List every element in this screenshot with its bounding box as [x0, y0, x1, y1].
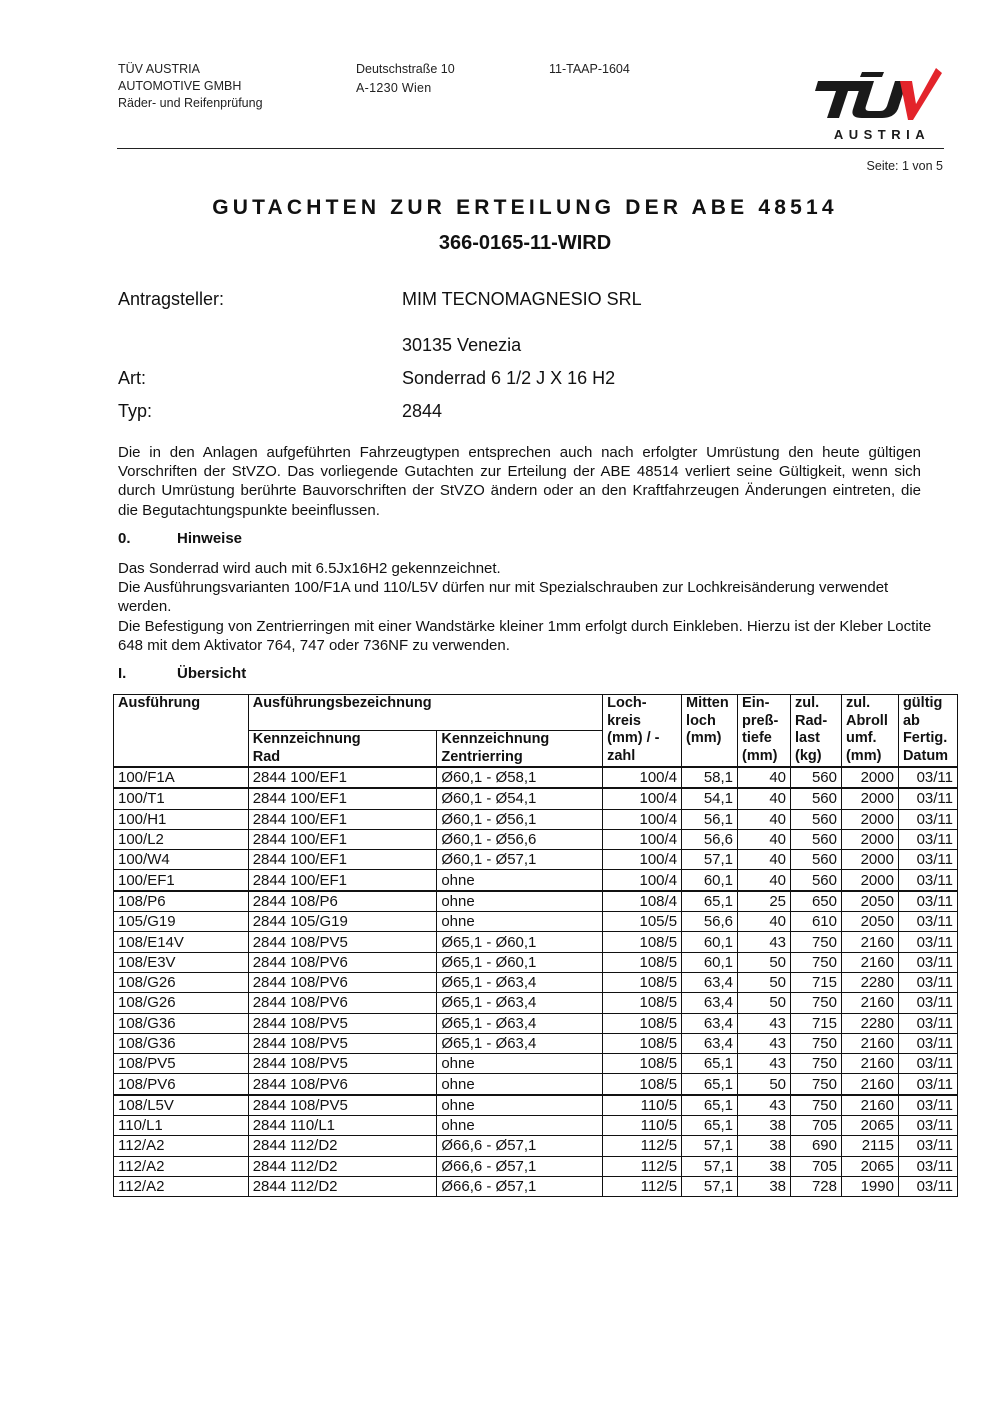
cell-lk: 100/4: [603, 767, 682, 788]
cell-lk: 108/5: [603, 1074, 682, 1095]
cell-rad: 2844 108/PV5: [248, 1013, 437, 1033]
section-number: 0.: [118, 530, 131, 547]
cell-ring: Ø66,6 - Ø57,1: [437, 1176, 603, 1196]
art-label: Art:: [118, 368, 147, 388]
cell-lk: 108/5: [603, 1013, 682, 1033]
cell-lk: 112/5: [603, 1156, 682, 1176]
cell-rad: 2844 110/L1: [248, 1116, 437, 1136]
cell-et: 38: [738, 1136, 791, 1156]
cell-umf: 2000: [841, 767, 898, 788]
cell-datum: 03/11: [898, 993, 957, 1013]
cell-umf: 2160: [841, 1054, 898, 1074]
cell-ausf: 108/PV5: [114, 1054, 249, 1074]
cell-et: 50: [738, 972, 791, 992]
cell-ausf: 108/G36: [114, 1013, 249, 1033]
cell-datum: 03/11: [898, 1176, 957, 1196]
cell-ring: Ø65,1 - Ø63,4: [437, 1013, 603, 1033]
cell-et: 40: [738, 809, 791, 829]
cell-umf: 2000: [841, 870, 898, 891]
cell-et: 40: [738, 850, 791, 870]
section-heading-uebersicht: [118, 665, 246, 682]
cell-last: 750: [791, 932, 842, 952]
cell-lk: 108/5: [603, 993, 682, 1013]
organization-block: [118, 61, 263, 112]
cell-ausf: 108/G36: [114, 1033, 249, 1053]
table-row: [114, 829, 958, 849]
cell-lk: 110/5: [603, 1116, 682, 1136]
cell-ml: 54,1: [682, 788, 738, 809]
cell-rad: 2844 100/EF1: [248, 829, 437, 849]
page-indicator: Seite: 1 von 5: [866, 159, 943, 173]
cell-ring: ohne: [437, 1054, 603, 1074]
table-row: [114, 1116, 958, 1136]
cell-ml: 60,1: [682, 952, 738, 972]
cell-lk: 100/4: [603, 870, 682, 891]
cell-ml: 65,1: [682, 1116, 738, 1136]
table-row: [114, 1176, 958, 1196]
cell-last: 750: [791, 952, 842, 972]
cell-ring: ohne: [437, 912, 603, 932]
cell-lk: 112/5: [603, 1136, 682, 1156]
cell-ml: 65,1: [682, 1074, 738, 1095]
address-block: [356, 61, 455, 97]
cell-rad: 2844 112/D2: [248, 1176, 437, 1196]
cell-datum: 03/11: [898, 972, 957, 992]
cell-ausf: 100/EF1: [114, 870, 249, 891]
cell-ring: ohne: [437, 1074, 603, 1095]
col-header-lochkreis: Loch- kreis (mm) / -zahl: [603, 695, 682, 768]
cell-et: 38: [738, 1156, 791, 1176]
applicant-value: MIM TECNOMAGNESIO SRL: [402, 289, 642, 309]
table-row: [114, 932, 958, 952]
cell-ausf: 105/G19: [114, 912, 249, 932]
cell-last: 705: [791, 1116, 842, 1136]
cell-datum: 03/11: [898, 870, 957, 891]
cell-last: 560: [791, 829, 842, 849]
cell-rad: 2844 108/PV6: [248, 972, 437, 992]
cell-last: 560: [791, 850, 842, 870]
cell-umf: 2000: [841, 788, 898, 809]
cell-rad: 2844 105/G19: [248, 912, 437, 932]
table-row: [114, 809, 958, 829]
cell-et: 43: [738, 1095, 791, 1116]
cell-last: 715: [791, 1013, 842, 1033]
cell-ring: Ø60,1 - Ø54,1: [437, 788, 603, 809]
cell-et: 40: [738, 767, 791, 788]
cell-et: 50: [738, 993, 791, 1013]
cell-umf: 2000: [841, 829, 898, 849]
note-paragraph: Das Sonderrad wird auch mit 6.5Jx16H2 gekennzeichnet.: [118, 560, 501, 577]
cell-ml: 56,6: [682, 912, 738, 932]
cell-et: 43: [738, 1033, 791, 1053]
col-header-radlast: zul. Rad- last (kg): [791, 695, 842, 768]
cell-ring: ohne: [437, 870, 603, 891]
cell-ring: Ø65,1 - Ø60,1: [437, 952, 603, 972]
cell-ausf: 100/H1: [114, 809, 249, 829]
section-number: I.: [118, 665, 127, 682]
cell-ausf: 108/G26: [114, 972, 249, 992]
cell-et: 40: [738, 829, 791, 849]
cell-umf: 2050: [841, 912, 898, 932]
cell-et: 43: [738, 932, 791, 952]
cell-ausf: 108/E14V: [114, 932, 249, 952]
cell-rad: 2844 100/EF1: [248, 850, 437, 870]
cell-lk: 108/5: [603, 952, 682, 972]
cell-ausf: 100/F1A: [114, 767, 249, 788]
cell-ausf: 100/L2: [114, 829, 249, 849]
applicant-city: 30135 Venezia: [402, 335, 522, 355]
cell-last: 560: [791, 767, 842, 788]
cell-ml: 58,1: [682, 767, 738, 788]
col-header-gueltig: gültig ab Fertig. Datum: [898, 695, 957, 768]
cell-umf: 2160: [841, 993, 898, 1013]
cell-rad: 2844 108/PV5: [248, 1054, 437, 1074]
address-line: Deutschstraße 10: [356, 62, 455, 76]
cell-et: 25: [738, 891, 791, 912]
cell-rad: 2844 100/EF1: [248, 767, 437, 788]
cell-last: 650: [791, 891, 842, 912]
cell-lk: 108/5: [603, 1033, 682, 1053]
cell-ml: 56,6: [682, 829, 738, 849]
cell-umf: 2115: [841, 1136, 898, 1156]
cell-ml: 63,4: [682, 1033, 738, 1053]
cell-ausf: 112/A2: [114, 1176, 249, 1196]
cell-ring: ohne: [437, 1116, 603, 1136]
cell-last: 610: [791, 912, 842, 932]
table-row: [114, 952, 958, 972]
cell-lk: 100/4: [603, 850, 682, 870]
cell-lk: 112/5: [603, 1176, 682, 1196]
cell-lk: 100/4: [603, 809, 682, 829]
cell-last: 560: [791, 809, 842, 829]
cell-rad: 2844 112/D2: [248, 1136, 437, 1156]
table-row: [114, 891, 958, 912]
cell-umf: 2050: [841, 891, 898, 912]
cell-rad: 2844 112/D2: [248, 1156, 437, 1176]
cell-last: 750: [791, 993, 842, 1013]
cell-last: 560: [791, 870, 842, 891]
cell-ml: 63,4: [682, 993, 738, 1013]
cell-datum: 03/11: [898, 850, 957, 870]
cell-rad: 2844 108/PV6: [248, 993, 437, 1013]
cell-ausf: 112/A2: [114, 1156, 249, 1176]
cell-datum: 03/11: [898, 1095, 957, 1116]
cell-umf: 2000: [841, 809, 898, 829]
applicant-label: Antragsteller:: [118, 289, 225, 309]
cell-datum: 03/11: [898, 1116, 957, 1136]
col-header-ausfuehrung: Ausführung: [114, 695, 249, 768]
cell-last: 750: [791, 1095, 842, 1116]
cell-datum: 03/11: [898, 788, 957, 809]
note-paragraph: Die Ausführungsvarianten 100/F1A und 110/L5V dürfen nur mit Spezialschrauben zur Lochkreisänderung verwendet werden.: [118, 579, 889, 616]
table-row: [114, 870, 958, 891]
cell-umf: 2065: [841, 1156, 898, 1176]
cell-rad: 2844 100/EF1: [248, 870, 437, 891]
cell-rad: 2844 108/PV6: [248, 1074, 437, 1095]
tuv-logo-icon: [812, 64, 947, 144]
cell-et: 43: [738, 1054, 791, 1074]
cell-ml: 56,1: [682, 809, 738, 829]
cell-datum: 03/11: [898, 1033, 957, 1053]
cell-ausf: 108/PV6: [114, 1074, 249, 1095]
cell-ml: 57,1: [682, 850, 738, 870]
cell-ring: Ø65,1 - Ø63,4: [437, 972, 603, 992]
cell-lk: 100/4: [603, 788, 682, 809]
cell-last: 715: [791, 972, 842, 992]
cell-ring: Ø60,1 - Ø58,1: [437, 767, 603, 788]
cell-umf: 2000: [841, 850, 898, 870]
cell-datum: 03/11: [898, 912, 957, 932]
cell-ring: Ø65,1 - Ø63,4: [437, 993, 603, 1013]
cell-ml: 65,1: [682, 1054, 738, 1074]
org-line: Räder- und Reifenprüfung: [118, 96, 263, 110]
section-title: Hinweise: [177, 530, 243, 547]
cell-last: 750: [791, 1054, 842, 1074]
cell-ausf: 100/T1: [114, 788, 249, 809]
cell-ring: ohne: [437, 1095, 603, 1116]
table-row: [114, 912, 958, 932]
cell-umf: 2160: [841, 1033, 898, 1053]
cell-ausf: 100/W4: [114, 850, 249, 870]
cell-rad: 2844 108/P6: [248, 891, 437, 912]
cell-ml: 57,1: [682, 1156, 738, 1176]
cell-umf: 2065: [841, 1116, 898, 1136]
overview-table: [113, 694, 958, 1197]
notes-block: [118, 559, 933, 655]
table-row: [114, 1136, 958, 1156]
table-body: [114, 767, 958, 1197]
reference-number: 11-TAAP-1604: [549, 62, 630, 76]
cell-last: 690: [791, 1136, 842, 1156]
address-line: A-1230 Wien: [356, 81, 432, 95]
cell-ring: Ø60,1 - Ø56,1: [437, 809, 603, 829]
cell-lk: 108/4: [603, 891, 682, 912]
cell-datum: 03/11: [898, 767, 957, 788]
cell-lk: 110/5: [603, 1095, 682, 1116]
cell-datum: 03/11: [898, 1013, 957, 1033]
col-header-einpresstiefe: Ein- preß- tiefe (mm): [738, 695, 791, 768]
table-row: [114, 1156, 958, 1176]
art-value: Sonderrad 6 1/2 J X 16 H2: [402, 368, 616, 388]
cell-ml: 65,1: [682, 891, 738, 912]
table-row: [114, 850, 958, 870]
cell-lk: 108/5: [603, 1054, 682, 1074]
svg-text:AUSTRIA: AUSTRIA: [833, 127, 931, 142]
cell-ring: ohne: [437, 891, 603, 912]
cell-last: 560: [791, 788, 842, 809]
table-row: [114, 767, 958, 788]
header-divider: [117, 148, 944, 149]
table-row: [114, 1095, 958, 1116]
cell-lk: 108/5: [603, 972, 682, 992]
cell-datum: 03/11: [898, 1054, 957, 1074]
cell-last: 728: [791, 1176, 842, 1196]
cell-ring: Ø60,1 - Ø57,1: [437, 850, 603, 870]
cell-umf: 1990: [841, 1176, 898, 1196]
cell-umf: 2280: [841, 1013, 898, 1033]
cell-umf: 2160: [841, 1095, 898, 1116]
document-title: GUTACHTEN ZUR ERTEILUNG DER ABE 48514: [212, 196, 838, 219]
cell-lk: 108/5: [603, 932, 682, 952]
cell-datum: 03/11: [898, 1136, 957, 1156]
cell-lk: 100/4: [603, 829, 682, 849]
cell-rad: 2844 108/PV5: [248, 932, 437, 952]
col-header-mittenloch: Mitten loch (mm): [682, 695, 738, 768]
cell-et: 40: [738, 870, 791, 891]
table-row: [114, 1013, 958, 1033]
cell-ml: 63,4: [682, 972, 738, 992]
cell-ml: 57,1: [682, 1176, 738, 1196]
cell-et: 50: [738, 1074, 791, 1095]
document-number: 366-0165-11-WIRD: [438, 232, 612, 254]
cell-ausf: 108/P6: [114, 891, 249, 912]
cell-rad: 2844 100/EF1: [248, 809, 437, 829]
cell-umf: 2280: [841, 972, 898, 992]
cell-et: 43: [738, 1013, 791, 1033]
table-row: [114, 972, 958, 992]
typ-label: Typ:: [118, 401, 153, 421]
org-line: TÜV AUSTRIA: [118, 62, 200, 76]
cell-umf: 2160: [841, 932, 898, 952]
section-heading-hinweise: [118, 530, 242, 547]
col-header-abrollumfang: zul. Abroll umf. (mm): [841, 695, 898, 768]
cell-datum: 03/11: [898, 809, 957, 829]
cell-lk: 105/5: [603, 912, 682, 932]
cell-ring: Ø66,6 - Ø57,1: [437, 1136, 603, 1156]
cell-et: 50: [738, 952, 791, 972]
cell-et: 40: [738, 912, 791, 932]
cell-ml: 57,1: [682, 1136, 738, 1156]
cell-rad: 2844 108/PV5: [248, 1095, 437, 1116]
cell-et: 40: [738, 788, 791, 809]
cell-ml: 63,4: [682, 1013, 738, 1033]
cell-ml: 60,1: [682, 870, 738, 891]
cell-datum: 03/11: [898, 1156, 957, 1176]
cell-ml: 65,1: [682, 1095, 738, 1116]
intro-paragraph: Die in den Anlagen aufgeführten Fahrzeugtypen entsprechen auch nach erfolgter Umrüstung den heute gültigen Vorschriften der StVZO. Das vorliegende Gutachten zur Erteilung der ABE 48514 verliert seine Gültigkeit, wenn sich durch Umrüstung berührte Bauvorschriften der StVZO ändern oder an den Kraftfahrzeugen Änderungen eintreten, die die Begutachtungspunkte beeinflussen.: [118, 444, 921, 519]
cell-rad: 2844 108/PV6: [248, 952, 437, 972]
col-header-kennz-zentrierring: Kennzeichnung Zentrierring: [437, 731, 603, 768]
cell-ml: 60,1: [682, 932, 738, 952]
cell-umf: 2160: [841, 952, 898, 972]
cell-ring: Ø65,1 - Ø63,4: [437, 1033, 603, 1053]
table-row: [114, 1033, 958, 1053]
cell-ring: Ø66,6 - Ø57,1: [437, 1156, 603, 1176]
table-row: [114, 1054, 958, 1074]
cell-et: 38: [738, 1116, 791, 1136]
cell-datum: 03/11: [898, 952, 957, 972]
cell-last: 705: [791, 1156, 842, 1176]
cell-last: 750: [791, 1033, 842, 1053]
cell-rad: 2844 108/PV5: [248, 1033, 437, 1053]
org-line: AUTOMOTIVE GMBH: [118, 79, 242, 93]
cell-ring: Ø65,1 - Ø60,1: [437, 932, 603, 952]
cell-datum: 03/11: [898, 829, 957, 849]
cell-ausf: 108/E3V: [114, 952, 249, 972]
typ-value: 2844: [402, 401, 443, 421]
cell-last: 750: [791, 1074, 842, 1095]
col-header-kennz-rad: Kennzeichnung Rad: [248, 731, 437, 768]
section-title: Übersicht: [177, 665, 247, 682]
table-row: [114, 788, 958, 809]
cell-et: 38: [738, 1176, 791, 1196]
cell-datum: 03/11: [898, 932, 957, 952]
cell-datum: 03/11: [898, 1074, 957, 1095]
col-header-bezeichnung: Ausführungsbezeichnung: [248, 695, 602, 731]
table-row: [114, 993, 958, 1013]
cell-umf: 2160: [841, 1074, 898, 1095]
cell-datum: 03/11: [898, 891, 957, 912]
cell-ausf: 112/A2: [114, 1136, 249, 1156]
cell-ausf: 108/L5V: [114, 1095, 249, 1116]
cell-ring: Ø60,1 - Ø56,6: [437, 829, 603, 849]
table-row: [114, 1074, 958, 1095]
cell-rad: 2844 100/EF1: [248, 788, 437, 809]
tuv-austria-logo: [812, 64, 947, 144]
cell-ausf: 110/L1: [114, 1116, 249, 1136]
note-paragraph: Die Befestigung von Zentrierringen mit einer Wandstärke kleiner 1mm erfolgt durch Einkleben. Hierzu ist der Kleber Loctite 648 mit dem Aktivator 764, 747 oder 736NF zu verwenden.: [118, 617, 932, 654]
cell-ausf: 108/G26: [114, 993, 249, 1013]
